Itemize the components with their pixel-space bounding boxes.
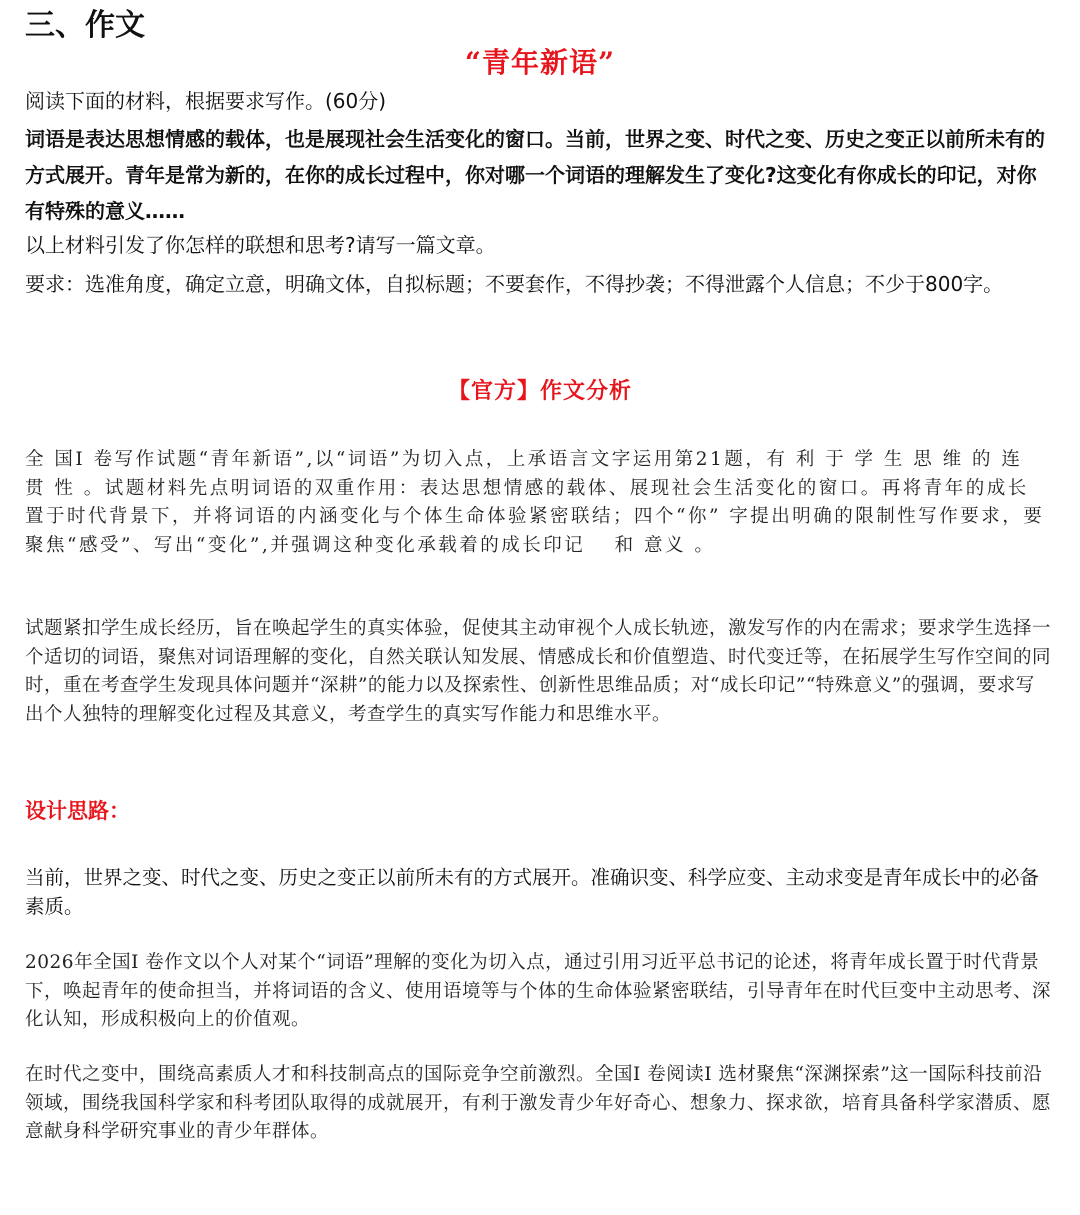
instruction-text: 阅读下面的材料，根据要求写作。(60分) (25, 89, 387, 113)
prompt-text: 以上材料引发了你怎样的联想和思考?请写一篇文章。 (25, 233, 496, 257)
design-paragraph-3: 在时代之变中，围绕高素质人才和科技制高点的国际竞争空前激烈。全国I 卷阅读I 选材聚焦“深渊探索”这一国际科技前沿领域，围绕我国科学家和科考团队取得的成就展开，有利于激发青少年好奇心、想象力、探求欲，培育具备科学家潜质、愿意献身科学研究事业的青少年群体。 (25, 1064, 1052, 1143)
analysis-paragraph-2: 试题紧扣学生成长经历，旨在唤起学生的真实体验，促使其主动审视个人成长轨迹，激发写作的内在需求；要求学生选择一个适切的词语，聚焦对词语理解的变化，自然关联认知发展、情感成长和价值塑造、时代变迁等，在拓展学生写作空间的同时，重在考查学生发现具体问题并“深耕”的能力以及探索性、创新性思维品质；对“成长印记”“特殊意义”的强调，要求写出个人独特的理解变化过程及其意义，考查学生的真实写作能力和思维水平。 (25, 618, 1052, 726)
essay-title: “青年新语” (464, 46, 616, 79)
analysis-title: 【官方】作文分析 (447, 379, 632, 404)
material-text: 词语是表达思想情感的载体，也是展现社会生活变化的窗口。当前，世界之变、时代之变、历史之变正以前所未有的方式展开。青年是常为新的，在你的成长过程中，你对哪一个词语的理解发生了变化?这变化有你成长的印记，对你有特殊的意义…… (25, 127, 1045, 223)
design-paragraph-1: 当前，世界之变、时代之变、历史之变正以前所未有的方式展开。准确识变、科学应变、主动求变是青年成长中的必备素质。 (25, 866, 1040, 918)
section-heading: 三、作文 (25, 8, 145, 43)
design-paragraph-2: 2026年全国I 卷作文以个人对某个“词语”理解的变化为切入点，通过引用习近平总书记的论述，将青年成长置于时代背景下，唤起青年的使命担当，并将词语的含义、使用语境等与个体的生命体验紧密联结，引导青年在时代巨变中主动思考、深化认知，形成积极向上的价值观。 (25, 952, 1052, 1031)
analysis-paragraph-1: 全 国I 卷写作试题“青年新语”,以“词语”为切入点，上承语言文字运用第21题，有 利 于 学 生 思 维 的 连 贯 性 。试题材料先点明词语的双重作用：表达思想情感的载体、展现社会生活变化的窗口。再将青年的成长置于时代背景下，并将词语的内涵变化与个体生命体验紧密联结；四个“你” 字提出明确的限制性写作要求，要聚焦“感受”、写出“变化”,并强调这种变化承载着的成长印记 和 意义 。 (25, 449, 1045, 557)
requirements-text: 要求：选准角度，确定立意，明确文体，自拟标题；不要套作，不得抄袭；不得泄露个人信息；不少于800字。 (25, 272, 1004, 296)
design-label: 设计思路： (25, 798, 130, 823)
